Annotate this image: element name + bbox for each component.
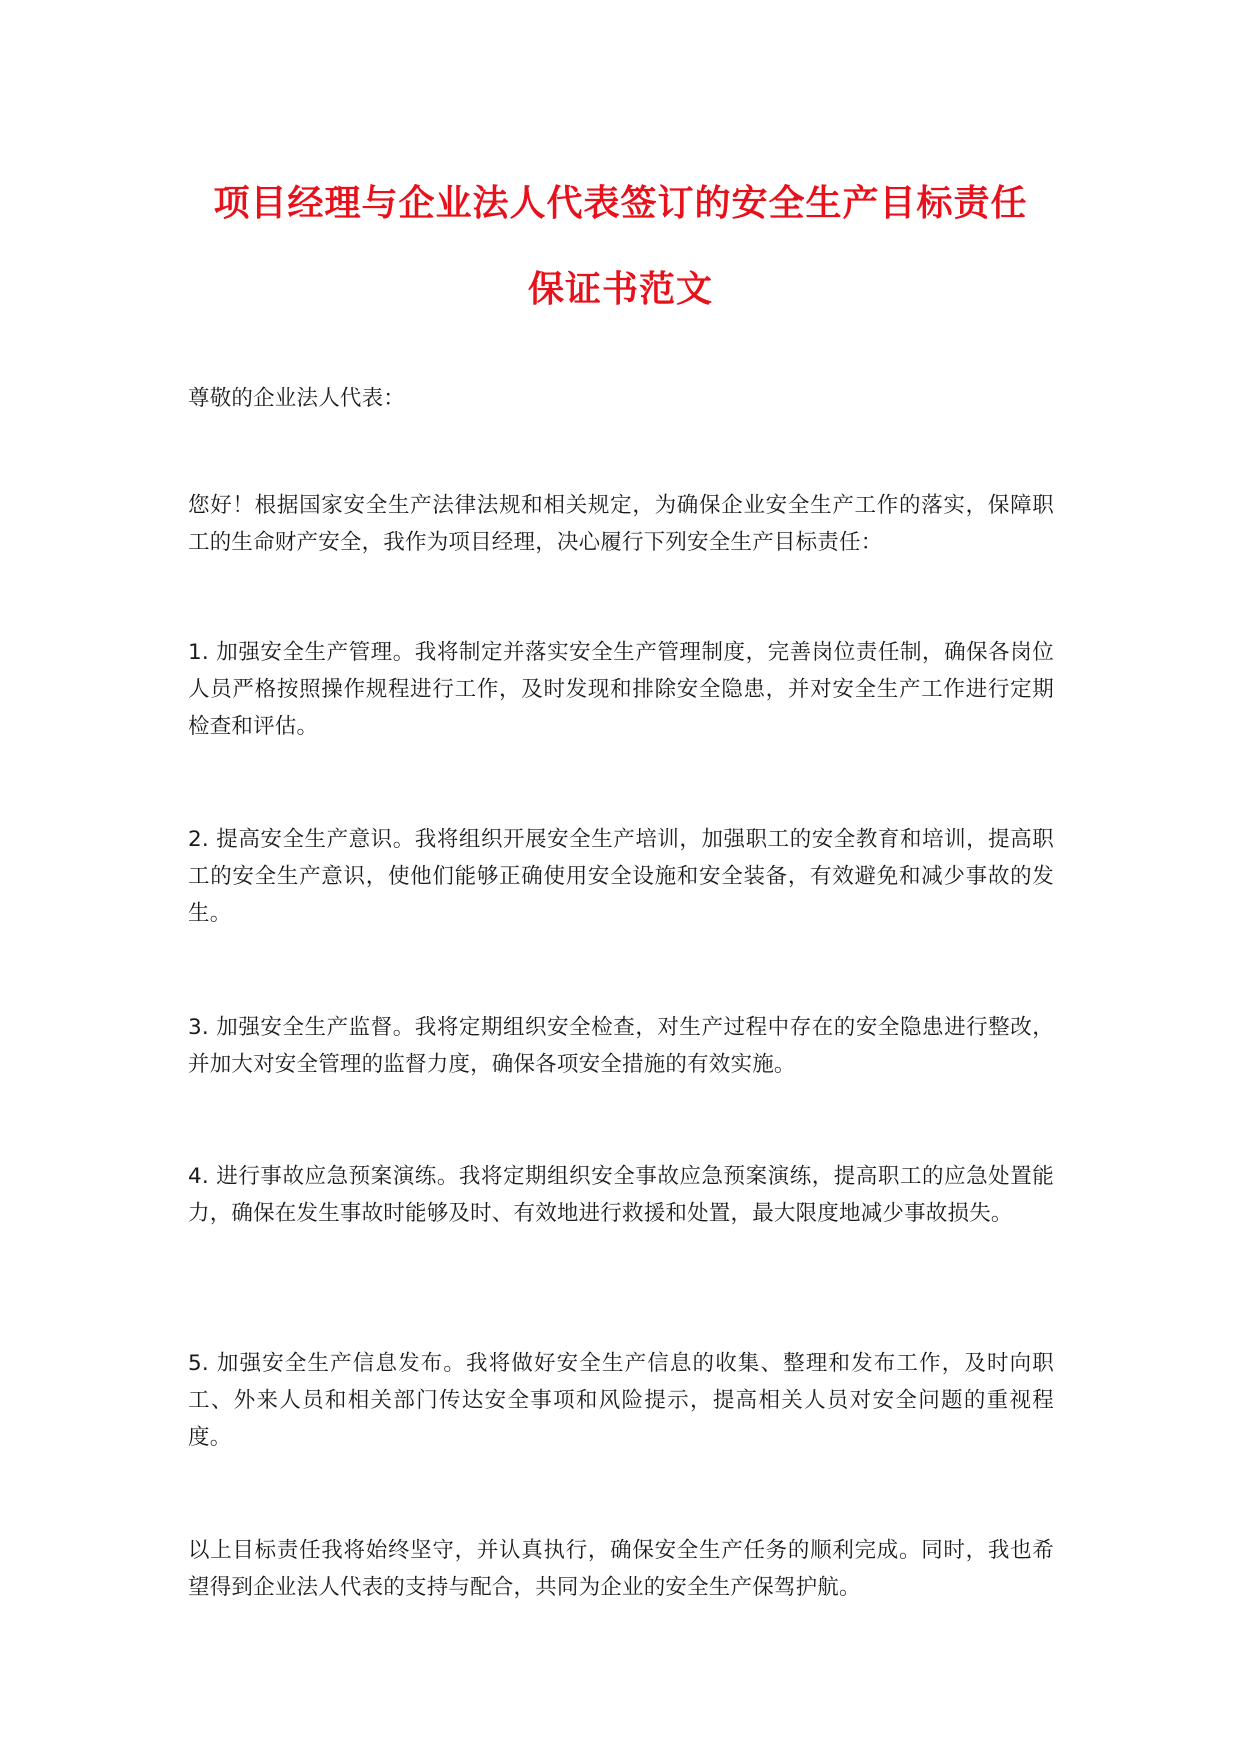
greeting: 尊敬的企业法人代表： xyxy=(188,386,406,411)
document-title-line-2: 保证书范文 xyxy=(527,269,713,310)
intro-paragraph: 您好！根据国家安全生产法律法规和相关规定，为确保企业安全生产工作的落实，保障职工的生命财产安全，我作为项目经理，决心履行下列安全生产目标责任： xyxy=(188,493,1054,555)
commitment-item-3: 3. 加强安全生产监督。我将定期组织安全检查，对生产过程中存在的安全隐患进行整改，并加大对安全管理的监督力度，确保各项安全措施的有效实施。 xyxy=(188,1015,1054,1077)
commitment-item-4: 4. 进行事故应急预案演练。我将定期组织安全事故应急预案演练，提高职工的应急处置能力，确保在发生事故时能够及时、有效地进行救援和处置，最大限度地减少事故损失。 xyxy=(188,1164,1054,1226)
closing-paragraph: 以上目标责任我将始终坚守，并认真执行，确保安全生产任务的顺利完成。同时，我也希望得到企业法人代表的支持与配合，共同为企业的安全生产保驾护航。 xyxy=(188,1538,1054,1600)
commitment-item-1: 1. 加强安全生产管理。我将制定并落实安全生产管理制度，完善岗位责任制，确保各岗位人员严格按照操作规程进行工作，及时发现和排除安全隐患，并对安全生产工作进行定期检查和评估。 xyxy=(188,640,1054,739)
commitment-item-2: 2. 提高安全生产意识。我将组织开展安全生产培训，加强职工的安全教育和培训，提高职工的安全生产意识，使他们能够正确使用安全设施和安全装备，有效避免和减少事故的发生。 xyxy=(188,827,1054,926)
commitment-item-5: 5. 加强安全生产信息发布。我将做好安全生产信息的收集、整理和发布工作，及时向职工、外来人员和相关部门传达安全事项和风险提示，提高相关人员对安全问题的重视程度。 xyxy=(188,1351,1054,1450)
document-title-line-1: 项目经理与企业法人代表签订的安全生产目标责任 xyxy=(213,183,1028,224)
